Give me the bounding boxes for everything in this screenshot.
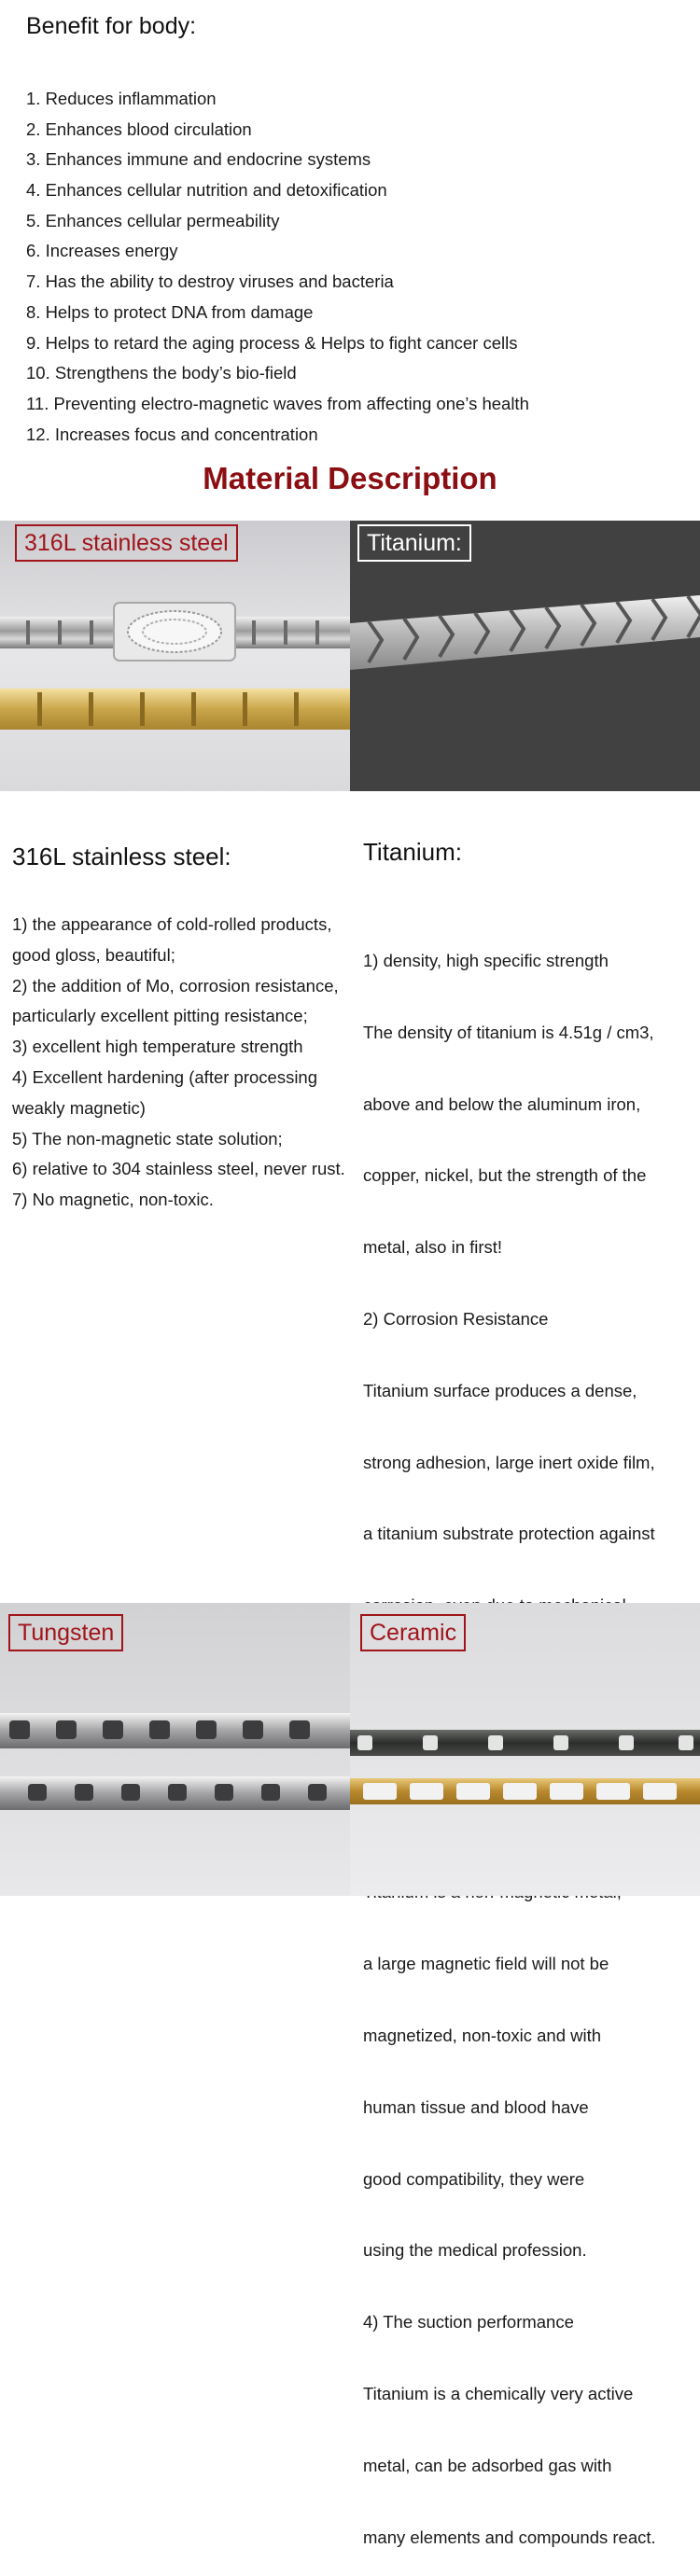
titanium-line: copper, nickel, but the strength of the [363, 1165, 647, 1186]
titanium-heading: Titanium: [363, 838, 462, 866]
benefit-title: Benefit for body: [26, 13, 197, 39]
list-item: 2. Enhances blood circulation [26, 118, 252, 139]
tungsten-photo-label: Tungsten [8, 1614, 123, 1651]
list-item: 6. Increases energy [26, 241, 178, 261]
ceramic-photo-label: Ceramic [360, 1614, 466, 1651]
list-item: 5. Enhances cellular permeability [26, 210, 280, 230]
titanium-photo-label: Titanium: [357, 524, 471, 562]
titanium-line: Titanium surface produces a dense, [363, 1380, 637, 1400]
titanium-line: metal, can be adsorbed gas with [363, 2455, 612, 2475]
titanium-line: magnetized, non-toxic and with [363, 2025, 602, 2045]
steel-line: 6) relative to 304 stainless steel, never rust. [12, 1159, 345, 1179]
steel-heading: 316L stainless steel: [12, 842, 231, 870]
list-item: 8. Helps to protect DNA from damage [26, 301, 314, 322]
steel-description [12, 912, 345, 1218]
material-title: Material Description [203, 461, 497, 495]
list-item: 3. Enhances immune and endocrine systems [26, 149, 371, 170]
titanium-line: many elements and compounds react. [363, 2527, 656, 2547]
titanium-line: human tissue and blood have [363, 2096, 589, 2117]
benefit-list [26, 88, 529, 453]
titanium-line: 1) density, high specific strength [363, 951, 609, 970]
titanium-line: a titanium substrate protection against [363, 1524, 655, 1544]
steel-line: weakly magnetic) [12, 1097, 146, 1118]
steel-line: 1) the appearance of cold-rolled products, [12, 914, 332, 934]
list-item: 1. Reduces inflammation [26, 89, 217, 108]
titanium-bracelet-photo [350, 521, 700, 791]
ceramic-bracelet-photo [350, 1603, 700, 1896]
titanium-line: metal, also in first! [363, 1237, 503, 1258]
titanium-line: good compatibility, they were [363, 2168, 585, 2189]
list-item: 11. Preventing electro-magnetic waves from affecting one’s health [26, 393, 529, 413]
steel-line: 4) Excellent hardening (after processing [12, 1066, 318, 1087]
titanium-line: above and below the aluminum iron, [363, 1093, 641, 1114]
titanium-line: Titanium is a chemically very active [363, 2383, 634, 2403]
list-item: 9. Helps to retard the aging process & Helps to fight cancer cells [26, 332, 518, 353]
steel-line: 3) excellent high temperature strength [12, 1037, 303, 1057]
list-item: 7. Has the ability to destroy viruses and bacteria [26, 272, 394, 292]
steel-line: 2) the addition of Mo, corrosion resistance, [12, 975, 339, 996]
titanium-line: using the medical profession. [363, 2240, 587, 2261]
list-item: 4. Enhances cellular nutrition and detoxification [26, 180, 387, 201]
tungsten-bracelet-photo [0, 1603, 350, 1896]
steel-bracelet-photo [0, 521, 350, 791]
titanium-line: 4) The suction performance [363, 2312, 574, 2332]
steel-line: 5) The non-magnetic state solution; [12, 1128, 283, 1149]
titanium-line: strong adhesion, large inert oxide film, [363, 1452, 655, 1472]
steel-line: 7) No magnetic, non-toxic. [12, 1190, 214, 1210]
titanium-line: The density of titanium is 4.51g / cm3, [363, 1022, 654, 1042]
steel-line: particularly excellent pitting resistance; [12, 1006, 308, 1026]
titanium-line: 2) Corrosion Resistance [363, 1308, 549, 1329]
titanium-line: a large magnetic field will not be [363, 1954, 609, 1974]
list-item: 12. Increases focus and concentration [26, 424, 318, 444]
list-item: 10. Strengthens the body’s bio-field [26, 363, 297, 383]
steel-line: good gloss, beautiful; [12, 944, 175, 965]
steel-photo-label: 316L stainless steel [15, 524, 238, 562]
